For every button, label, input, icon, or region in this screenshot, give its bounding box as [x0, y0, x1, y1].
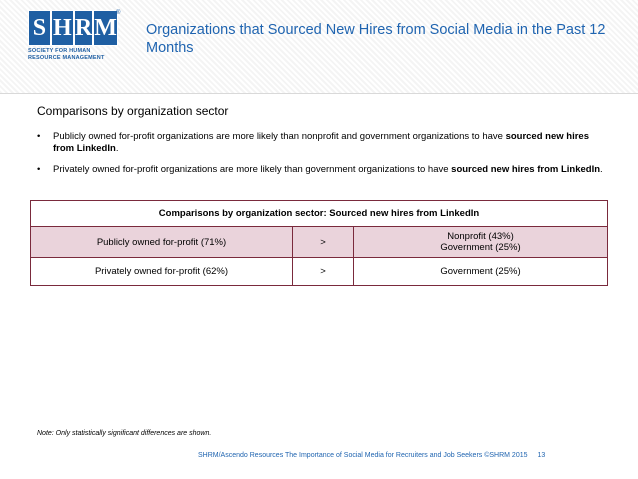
logo-registered-mark: ® — [116, 10, 121, 16]
logo-tagline-line: SOCIETY FOR HUMAN — [28, 48, 91, 54]
page-title-line: Organizations that Sourced New Hires from Social Media in the Past 12 — [146, 22, 606, 38]
compared-line: Government (25%) — [440, 266, 521, 277]
table-cell-compared — [354, 227, 608, 258]
page-title — [146, 21, 616, 57]
footer-source: SHRM/Ascendo Resources The Importance of Social Media for Recruiters and Job Seekers ©SHRM 2015 — [198, 452, 528, 459]
table-cell-compared — [354, 258, 608, 286]
bullet-marker: • — [37, 164, 41, 175]
table-cell-operator: > — [293, 227, 354, 258]
bullet-text: Privately owned for-profit organizations are more likely than government organizations to have — [53, 164, 452, 175]
bullet-text: Publicly owned for-profit organizations are more likely than nonprofit and government organizations to have — [53, 131, 506, 142]
bullet-end: . — [600, 164, 603, 175]
footer — [198, 452, 545, 459]
table-row — [31, 227, 608, 258]
footnote: Note: Only statistically significant differences are shown. — [37, 430, 212, 437]
compared-line: Nonprofit (43%) — [447, 231, 514, 242]
logo-tagline — [28, 48, 118, 61]
page-title-line: Months — [146, 40, 194, 56]
bullet-marker: • — [37, 131, 41, 142]
section-heading: Comparisons by organization sector — [37, 104, 229, 118]
logo-letters — [28, 10, 121, 46]
table-cell-operator: > — [293, 258, 354, 286]
bullet-item — [37, 131, 612, 154]
comparison-table — [30, 200, 608, 286]
bullet-emphasis: sourced new hires from LinkedIn — [451, 164, 601, 175]
header-divider — [0, 93, 638, 94]
table-header-row — [31, 201, 608, 227]
compared-line: Government (25%) — [440, 242, 521, 253]
table-row — [31, 258, 608, 286]
logo-letter: S — [28, 10, 51, 46]
bullet-emphasis: sourced new hires from LinkedIn — [53, 131, 589, 154]
bullet-item — [37, 164, 612, 176]
logo-tagline-line: RESOURCE MANAGEMENT — [28, 54, 105, 61]
bullet-list — [37, 131, 612, 186]
shrm-logo — [28, 10, 121, 68]
logo-letter: R — [74, 10, 93, 46]
logo-letter: H — [51, 10, 74, 46]
bullet-end: . — [115, 142, 119, 154]
logo-letter: M — [93, 10, 118, 46]
page-number: 13 — [537, 452, 546, 459]
table-header: Comparisons by organization sector: Sourced new hires from LinkedIn — [31, 201, 608, 227]
table-cell-sector: Privately owned for-profit (62%) — [31, 258, 293, 286]
table-cell-sector: Publicly owned for-profit (71%) — [31, 227, 293, 258]
